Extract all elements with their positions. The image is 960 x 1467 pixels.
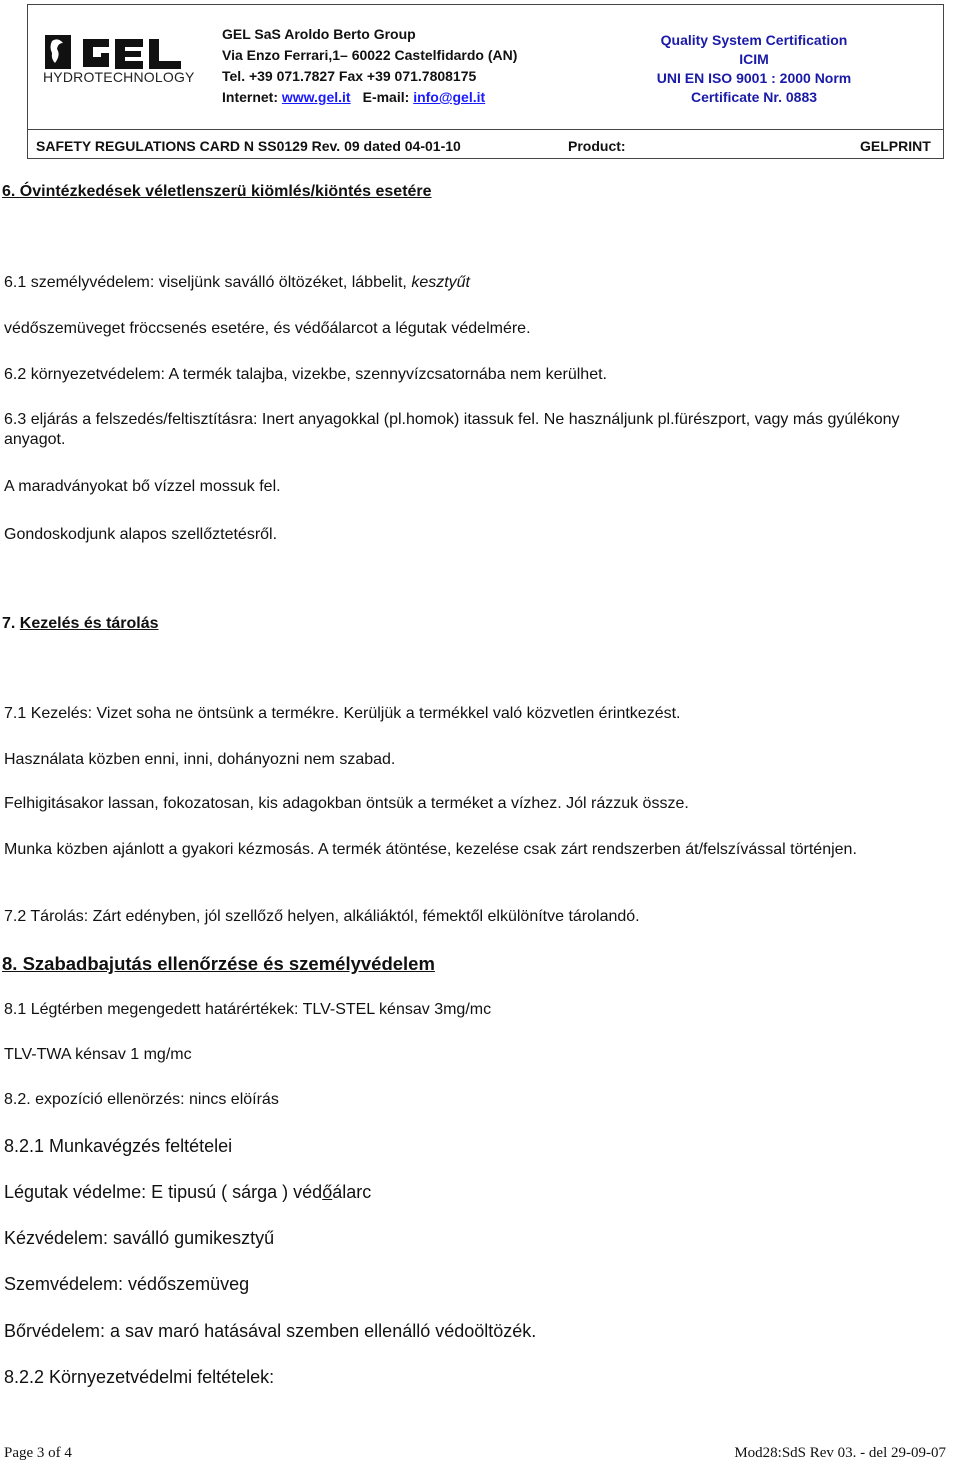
section-6-3: 6.3 eljárás a felszedés/feltisztításra: Inert anyagokkal (pl.homok) itassuk fel. Ne használjunk pl.fürészport, vagy más gyúlékony anyagot.	[4, 411, 900, 448]
skin-protection: Bőrvédelem: a sav maró hatásával szemben ellenálló védoöltözék.	[4, 1321, 537, 1341]
section-7-heading	[2, 615, 159, 633]
respiratory-protection	[4, 1182, 371, 1203]
heading-number: 7.	[2, 615, 16, 632]
page-number: Page 3 of 4	[4, 1445, 72, 1461]
section-8-2-2: 8.2.2 Környezetvédelmi feltételek:	[4, 1367, 275, 1387]
quality-title: Quality System Certification	[660, 32, 848, 48]
section-7-2: 7.2 Tárolás: Zárt edényben, jól szellőző helyen, alkáliáktól, fémektől elkülönítve tárolandó.	[4, 908, 640, 925]
section-7-1: 7.1 Kezelés: Vizet soha ne öntsünk a termékre. Kerüljük a termékkel való közvetlen érintkezést.	[4, 705, 681, 722]
company-phone: Tel. +39 071.7827 Fax +39 071.7808175	[222, 68, 477, 84]
section-6-1-line-1	[4, 274, 470, 292]
quality-certificate: Certificate Nr. 0883	[690, 89, 818, 105]
text-span: 6.1 személyvédelem: viseljünk saválló öltözéket, lábbelit,	[4, 274, 412, 291]
text-span: Légutak védelme: E tipusú ( sárga ) véd	[4, 1182, 323, 1202]
quality-certification	[614, 31, 894, 107]
section-8-2: 8.2. expozíció ellenörzés: nincs elöírás	[4, 1091, 279, 1108]
section-8-2-1: 8.2.1 Munkavégzés feltételei	[4, 1136, 233, 1156]
product-label: Product:	[568, 138, 626, 154]
gloves-text: kesztyűt	[411, 274, 470, 291]
section-8-1: 8.1 Légtérben megengedett határértékek: TLV-STEL kénsav 3mg/mc	[4, 1001, 492, 1018]
document-header	[27, 4, 944, 159]
company-address: Via Enzo Ferrari,1– 60022 Castelfidardo (AN)	[222, 47, 518, 63]
quality-norm: UNI EN ISO 9001 : 2000 Norm	[656, 70, 852, 86]
heading-text: Kezelés és tárolás	[19, 615, 159, 632]
text-span: ő	[322, 1182, 333, 1202]
eye-protection: Szemvédelem: védőszemüveg	[4, 1274, 250, 1294]
section-7-dilution: Felhigitásakor lassan, fokozatosan, kis adagokban öntsük a terméket a vízhez. Jól rázzuk össze.	[4, 795, 689, 812]
section-6-2: 6.2 környezetvédelem: A termék talajba, vizekbe, szennyvízcsatornába nem kerülhet.	[4, 366, 607, 383]
logo-subtitle: HYDROTECHNOLOGY	[43, 69, 195, 85]
section-8-twa: TLV-TWA kénsav 1 mg/mc	[4, 1046, 192, 1063]
section-6-ventilation: Gondoskodjunk alapos szellőztetésről.	[4, 526, 278, 543]
section-8-heading: 8. Szabadbajutás ellenőrzése és személyvédelem	[2, 953, 435, 974]
website-link[interactable]: www.gel.it	[281, 89, 351, 105]
section-7-no-eating: Használata közben enni, inni, dohányozni nem szabad.	[4, 751, 396, 768]
email-link[interactable]: info@gel.it	[413, 89, 486, 105]
internet-label: Internet:	[222, 89, 278, 105]
section-6-rinse: A maradványokat bő vízzel mossuk fel.	[4, 478, 281, 495]
document-reference: Mod28:SdS Rev 03. - del 29-09-07	[734, 1445, 946, 1461]
quality-body: ICIM	[739, 51, 769, 67]
header-divider	[28, 129, 943, 130]
text-span: álarc	[332, 1182, 372, 1202]
company-info	[222, 24, 517, 108]
section-6-1-line-2: védőszemüveget fröccsenés esetére, és védőálarcot a légutak védelmére.	[4, 320, 531, 337]
section-7-handwash: Munka közben ajánlott a gyakori kézmosás. A termék átöntése, kezelése csak zárt rendszerben át/felszívással történjen.	[4, 841, 857, 858]
section-6-heading: 6. Óvintézkedések véletlenszerü kiömlés/kiöntés esetére	[2, 183, 432, 200]
product-name: GELPRINT	[860, 138, 931, 154]
email-label: E-mail:	[362, 89, 410, 105]
hand-protection: Kézvédelem: saválló gumikesztyű	[4, 1228, 275, 1248]
company-name: GEL SaS Aroldo Berto Group	[222, 26, 416, 42]
card-title: SAFETY REGULATIONS CARD N SS0129 Rev. 09 dated 04-01-10	[36, 138, 461, 154]
company-web-row	[222, 87, 517, 108]
